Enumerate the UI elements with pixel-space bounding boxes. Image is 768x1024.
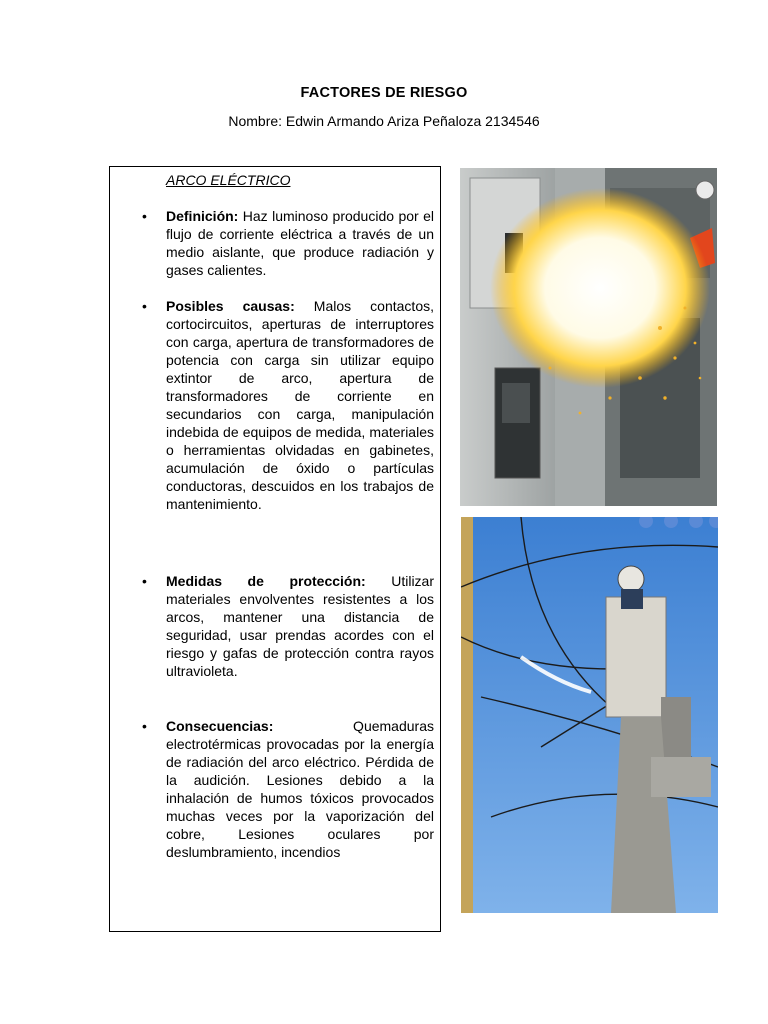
bullet-protection [166, 572, 434, 680]
bullet-label: Consecuencias: [166, 718, 274, 734]
bullet-label: Definición: [166, 208, 239, 224]
bullet-definition [166, 207, 434, 279]
bullet-text: Haz luminoso producido por el flujo de corriente eléctrica a través de un medio aislante, que produce radiación y gases calientes. [166, 208, 434, 278]
bullet-causes [166, 297, 434, 513]
bullet-text: Quemaduras electrotérmicas provocadas por la energía de radiación del arco eléctrico. Pérdida de la audición. Lesiones debido a la inhalación de humos tóxicos provocados muchas veces por la vaporización del cobre, Lesiones oculares por deslumbramiento, incendios [166, 718, 434, 860]
document-title: FACTORES DE RIESGO [300, 85, 468, 101]
bullet-text: Malos contactos, cortocircuitos, aperturas de interruptores con carga, apertura de transformadores de potencia con carga sin utilizar equipo extintor de arco, apertura de transformadores de corriente en secundarios con carga, manipulación indebida de equipos de medida, materiales o herramientas olvidadas en gabinetes, acumulación de óxido o partículas conductoras, descuidos en los trabajos de mantenimiento. [166, 298, 434, 512]
bullet-text: Utilizar materiales envolventes resistentes a los arcos, mantener una distancia de seguridad, usar prendas acordes con el riesgo y gafas de protección contra rayos ultravioleta. [166, 573, 434, 679]
arc-flash-photo [460, 168, 717, 506]
content-box [109, 166, 441, 932]
section-heading: ARCO ELÉCTRICO [166, 172, 291, 188]
bullet-label: Posibles causas: [166, 298, 295, 314]
bullet-consequences [166, 717, 434, 861]
bullet-label: Medidas de protección: [166, 573, 366, 589]
author-line: Nombre: Edwin Armando Ariza Peñaloza 2134546 [228, 113, 540, 129]
lineman-arc-photo [461, 517, 718, 913]
